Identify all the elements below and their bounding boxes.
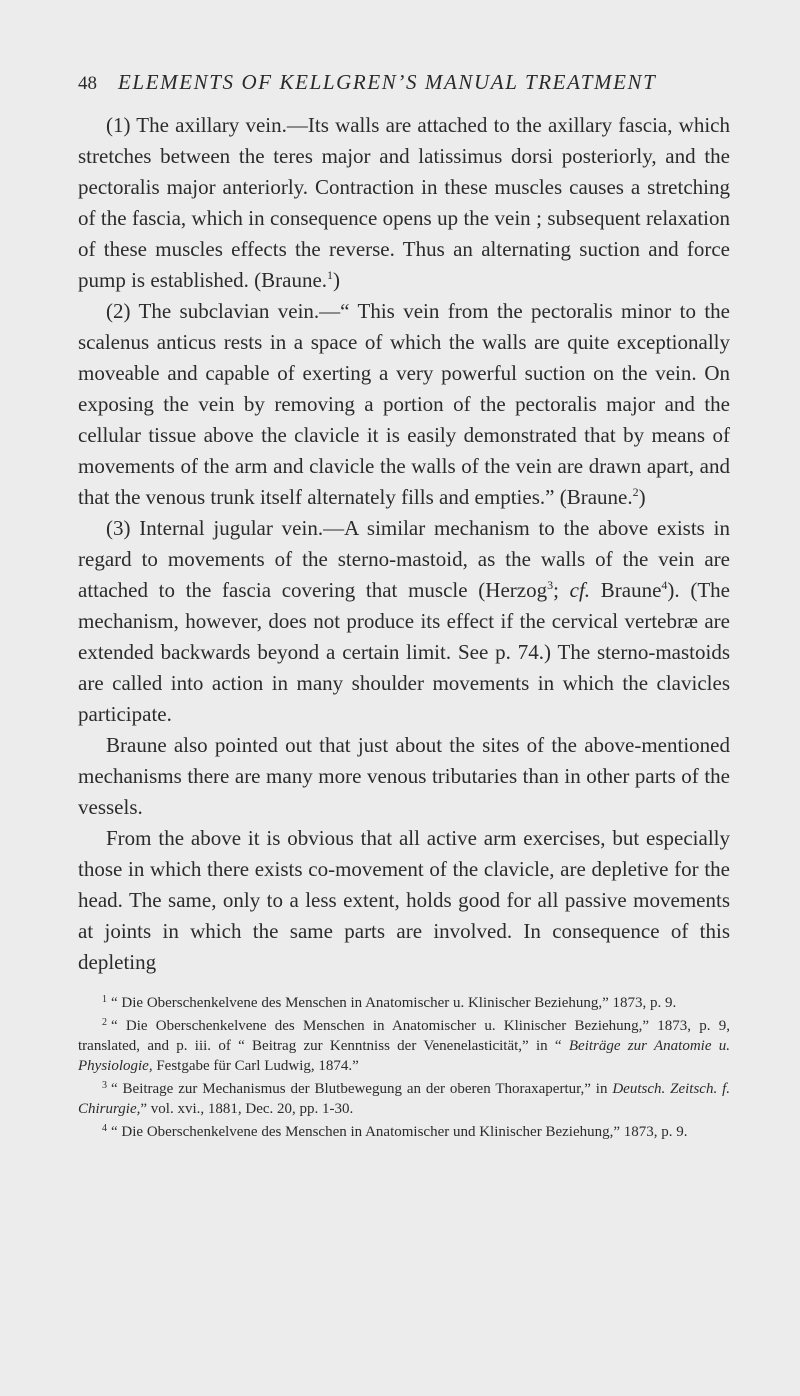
running-head: ELEMENTS OF KELLGREN’S MANUAL TREATMENT <box>118 70 657 94</box>
page-number: 48 <box>78 73 97 94</box>
page-header <box>78 70 730 110</box>
footnote-4: $^4$ “ Die Oberschenkelvene des Menschen in Anatomischer und Klinischer Beziehung,” 1873, p. 9. <box>102 1123 688 1140</box>
footnote-ref-3: 3 <box>547 578 554 592</box>
footnote-2: $^2$ “ Die Oberschenkelvene des Menschen in Anatomischer u. Klinischer Beziehung,” 1873, p. 9, translated, and p. iii. of “ Beitrag zur Kenntniss der Venenelasticität,” in “ Beiträge zur Anatomie u. Physiologie, Festgabe für Carl Ludwig, 1874.” <box>78 1017 731 1074</box>
footnote-1: $^1$ “ Die Oberschenkelvene des Menschen in Anatomischer u. Klinischer Beziehung,” 1873, p. 9. <box>102 994 677 1011</box>
paragraph-subclavian-vein: (2) The subclavian vein.—“ This vein from the pectoralis minor to the scalenus anticus rests in a space of which the walls are quite exceptionally moveable and capable of exerting a very powerful suction on the vein. On exposing the vein by removing a portion of the pectoralis major and the cellular tissue above the clavicle it is easily demonstrated that by means of movements of the arm and clavicle the walls of the vein are drawn apart, and that the venous trunk itself alternately fills and empties.” (Braune.$^2$) <box>78 299 730 509</box>
footnote-ref-1: 1 <box>327 268 334 282</box>
body-text <box>78 110 730 978</box>
paragraph-braune-tributaries: Braune also pointed out that just about the sites of the above-mentioned mechanisms there are many more venous tributaries than in other parts of the vessels. <box>78 733 730 819</box>
paragraph-arm-exercises: From the above it is obvious that all active arm exercises, but especially those in which there exists co-movement of the clavicle, are depletive for the head. The same, only to a less extent, holds good for all passive movements at joints in which the same parts are involved. In consequence of this depleting <box>78 826 730 974</box>
footnote-ref-4: 4 <box>661 578 668 592</box>
footnote-3: $^3$ “ Beitrage zur Mechanismus der Blutbewegung an der oberen Thoraxapertur,” in Deutsch. Zeitsch. f. Chirurgie,” vol. xvi., 1881, Dec. 20, pp. 1-30. <box>78 1080 730 1117</box>
footnotes <box>78 990 730 1142</box>
footnote-ref-2: 2 <box>632 485 639 499</box>
paragraph-axillary-vein: (1) The axillary vein.—Its walls are attached to the axillary fascia, which stretches between the teres major and latissimus dorsi posteriorly, and the pectoralis major anteriorly. Contraction in these muscles causes a stretching of the fascia, which in consequence opens up the vein ; subsequent relaxation of these muscles effects the reverse. Thus an alternating suction and force pump is established. (Braune.$^1$) <box>78 113 730 292</box>
paragraph-internal-jugular-vein: (3) Internal jugular vein.—A similar mechanism to the above exists in regard to movements of the sterno-mastoid, as the walls of the vein are attached to the fascia covering that muscle (Herzog$^3$; cf. Braune$^4$). (The mechanism, however, does not produce its effect if the cervical vertebræ are extended backwards beyond a certain limit. See p. 74.) The sterno-mastoids are called into action in many shoulder movements in which the clavicles participate. <box>78 516 730 726</box>
